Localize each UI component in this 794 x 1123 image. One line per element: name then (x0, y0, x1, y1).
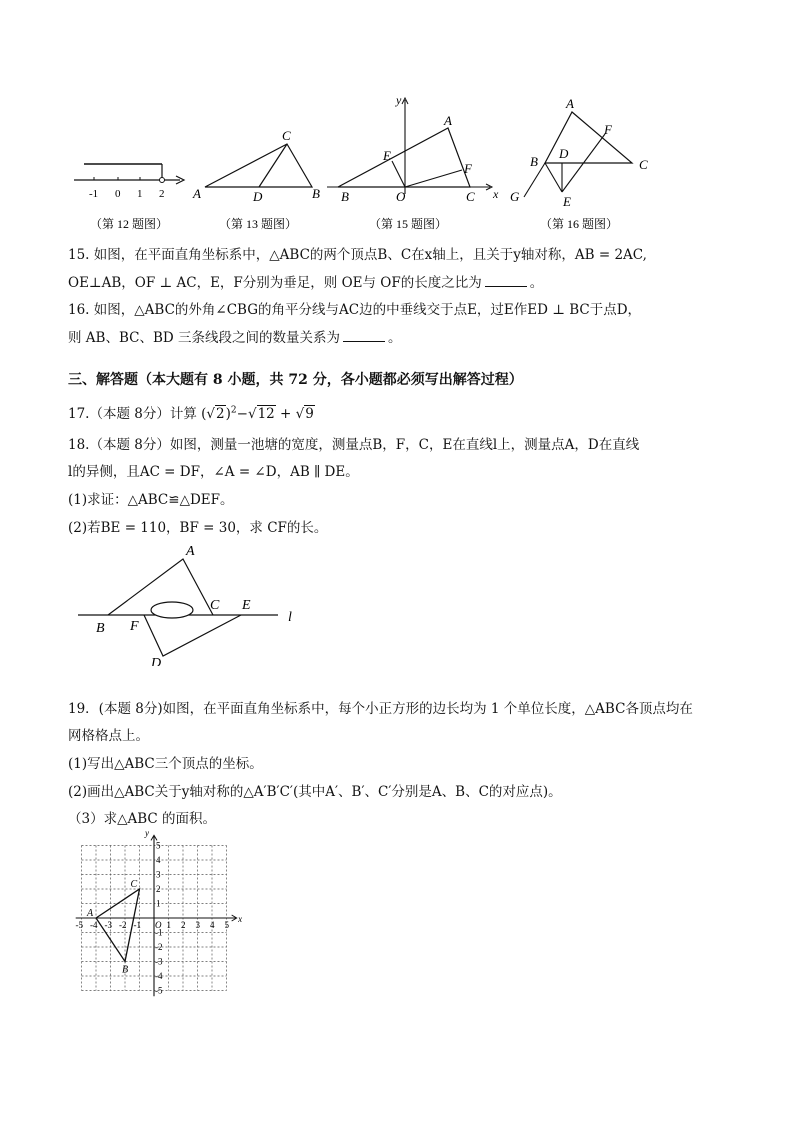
fig16-label-g: G (510, 189, 520, 204)
x-tick-label: 5 (224, 920, 229, 930)
q17-expression: $(√2)^2-√12 + √9$ (201, 405, 314, 422)
fig13-label-a: A (193, 186, 201, 201)
x-tick-label: -2 (119, 920, 127, 930)
fig15-label-f: F (464, 161, 472, 176)
y-tick-label: -5 (155, 985, 163, 996)
q19-line-1: 19．(本题 8分)如图，在平面直角坐标系中，每个小正方形的边长均为 1 个单位长度，△ABC各顶点均在 (68, 701, 693, 717)
fig13-label-d: D (253, 189, 263, 204)
fig16-label-b: B (530, 154, 538, 169)
y-tick-label: -3 (155, 956, 163, 967)
fig12-number-line (74, 164, 184, 231)
y-tick-label: 1 (156, 898, 161, 909)
q18-line-2: l的异侧，且AC = DF，∠A = ∠D，AB ∥ DE。 (68, 464, 359, 480)
x-tick-label: -5 (75, 920, 83, 930)
q18-part-2: (2)若BE = 110，BF = 30，求 CF的长。 (68, 520, 328, 536)
fig15-label-b: B (341, 189, 349, 204)
fig16-triangle-figure (510, 96, 648, 231)
fig13-caption: （第 13 题图） (219, 217, 298, 231)
q18-label-a: A (186, 544, 195, 559)
fig12-tick-1: 1 (137, 188, 143, 200)
fig15-label-y: y (396, 93, 402, 107)
q18-label-d: D (151, 656, 162, 666)
fig13-triangle (192, 128, 320, 231)
q19-part-1: (1)写出△ABC三个顶点的坐标。 (68, 756, 263, 772)
fig15-label-e: E (383, 148, 391, 163)
q16-line-2: 则 AB、BC、BD 三条线段之间的数量关系为 。 (68, 330, 402, 346)
q15-line-1: 15. 如图，在平面直角坐标系中，△ABC的两个顶点B、C在x轴上，且关于y轴对称，AB = 2AC, (68, 247, 647, 263)
fig15-coordinate-figure (327, 93, 499, 231)
fig16-label-f: F (604, 122, 612, 137)
fig16-label-e: E (563, 194, 571, 209)
y-tick-label: -4 (155, 971, 163, 981)
fig15-caption: （第 15 题图） (369, 217, 448, 231)
top-figures (0, 88, 794, 238)
vertex-label-a: A (87, 908, 94, 919)
q18-label-f: F (130, 619, 139, 634)
vertex-label-c: C (130, 879, 138, 890)
q16-answer-blank (343, 329, 385, 342)
x-tick-label: x (238, 914, 243, 924)
q19-part-2: (2)画出△ABC关于y轴对称的△A′B′C′(其中A′、B′、C′分别是A、B、C的对应点)。 (68, 784, 562, 800)
x-tick-label: 4 (210, 920, 215, 930)
q18-label-e: E (242, 598, 251, 613)
fig12-caption: （第 12 题图） (90, 217, 169, 231)
fig13-label-c: C (282, 128, 291, 143)
fig13-label-b: B (312, 186, 320, 201)
fig12-tick-m1: -1 (89, 188, 99, 200)
fig15-label-x: x (493, 187, 499, 201)
x-tick-label: 2 (181, 920, 186, 930)
q15-answer-blank (485, 274, 527, 287)
q17-line: 17.（本题 8分）计算 $(√2)^2-√12 + √9$ (68, 405, 314, 422)
fig15-label-o: O (396, 189, 406, 204)
vertex-label-b: B (122, 964, 129, 976)
y-tick-label: 3 (156, 869, 161, 880)
q18-label-b: B (96, 621, 105, 636)
fig12-tick-0: 0 (115, 188, 121, 200)
section-title: 三、解答题（本大题有 8 小题，共 72 分，各小题都必须写出解答过程） (68, 372, 523, 388)
x-tick-label: 3 (195, 920, 200, 930)
y-tick-label: 5 (156, 840, 161, 851)
x-tick-label: 1 (166, 920, 171, 930)
q15-line-2: OE⊥AB，OF ⊥ AC，E，F分别为垂足，则 OE与 OF的长度之比为 。 (68, 275, 544, 291)
fig16-label-d: D (559, 146, 569, 161)
q18-line-1: 18.（本题 8分）如图，测量一池塘的宽度，测量点B，F，C，E在直线l上，测量点A，D在直线 (68, 437, 640, 453)
fig15-label-c: C (466, 189, 475, 204)
q19-grid-figure (70, 828, 260, 1008)
y-tick-label: -1 (155, 927, 163, 938)
fig15-label-a: A (444, 113, 452, 128)
q19-part-3: （3）求△ABC 的面积。 (68, 811, 217, 827)
y-tick-label: -2 (155, 942, 163, 952)
x-tick-label: -3 (104, 920, 112, 930)
x-tick-label: -4 (90, 920, 98, 930)
q18-figure (0, 536, 340, 666)
fig12-tick-2: 2 (159, 188, 165, 200)
fig16-label-a: A (566, 96, 574, 111)
q19-line-2: 网格格点上。 (68, 728, 149, 744)
q18-part-1: (1)求证：△ABC≌△DEF。 (68, 492, 234, 508)
q18-label-l: l (288, 610, 292, 625)
x-tick-label: -1 (133, 920, 141, 930)
y-tick-label: 4 (156, 855, 161, 865)
q18-label-c: C (210, 598, 220, 613)
fig16-caption: （第 16 题图） (540, 217, 619, 231)
q16-line-1: 16. 如图，△ABC的外角∠CBG的角平分线与AC边的中垂线交于点E，过E作ED ⊥ BC于点D， (68, 302, 642, 318)
fig16-label-c: C (639, 157, 648, 172)
y-tick-label: 2 (156, 884, 161, 894)
y-tick-label: y (145, 828, 149, 838)
x-tick-label: O (155, 920, 162, 930)
